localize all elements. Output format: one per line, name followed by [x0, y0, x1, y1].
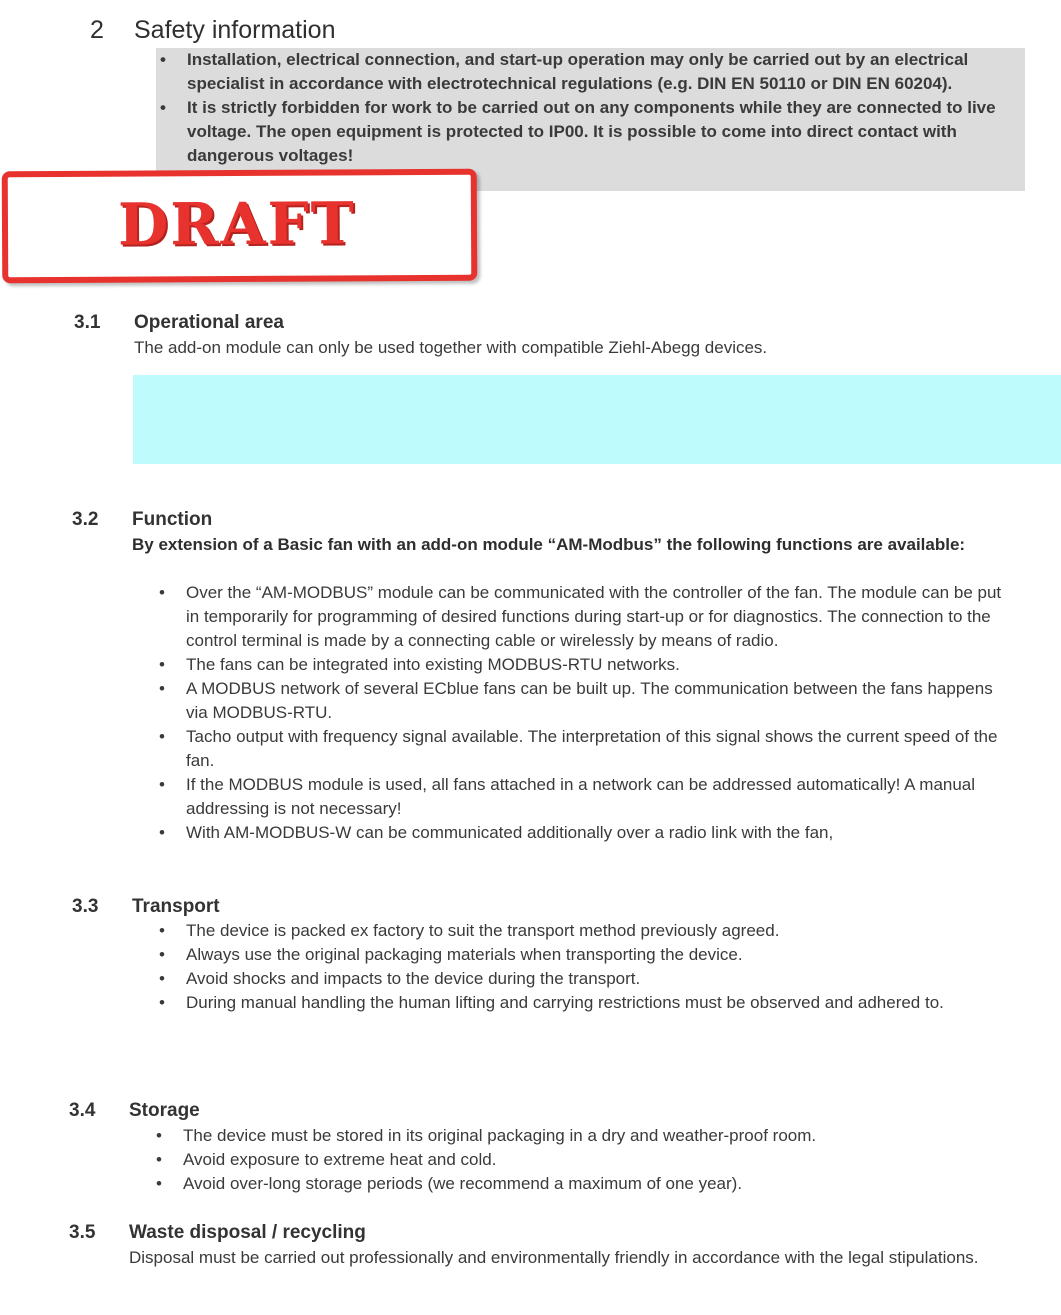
- list-item: • If the MODBUS module is used, all fans attached in a network can be addressed automatically! A manual addressing is not necessary!: [159, 775, 976, 818]
- list-item: • Tacho output with frequency signal available. The interpretation of this signal shows the current speed of the fan.: [159, 727, 998, 770]
- bullet-icon: •: [159, 969, 165, 988]
- safety-item: • It is strictly forbidden for work to be carried out on any components while they are connected to live voltage. The open equipment is protected to IP00. It is possible to come into direct contact with dangerous voltages!: [160, 98, 996, 165]
- draft-stamp-text: DRAFT: [117, 189, 357, 259]
- bullet-icon: •: [159, 583, 165, 602]
- list-item: • Over the “AM-MODBUS” module can be communicated with the controller of the fan. The module can be put in temporarily for programming of desired functions during start-up or for diagnostics. The connection to the control terminal is made by a connecting cable or wirelessly by means of radio.: [159, 583, 1002, 650]
- section-3-4-number: 3.4: [69, 1100, 96, 1121]
- bullet-icon: •: [156, 1126, 162, 1145]
- section-3-2-intro: By extension of a Basic fan with an add-on module “AM-Modbus” the following functions are available:: [132, 535, 966, 554]
- section-2-number: 2: [90, 16, 104, 44]
- list-item: • During manual handling the human lifting and carrying restrictions must be observed and adhered to.: [159, 991, 979, 1015]
- section-3-2-number: 3.2: [72, 509, 99, 530]
- storage-list: [156, 1124, 1016, 1196]
- section-2-heading: [90, 16, 336, 45]
- bullet-icon: •: [159, 993, 165, 1012]
- bullet-icon: •: [159, 775, 165, 794]
- section-3-5-number: 3.5: [69, 1222, 96, 1243]
- section-3-3-number: 3.3: [72, 896, 99, 917]
- section-2-title: Safety information: [134, 16, 336, 44]
- draft-stamp: [2, 169, 478, 283]
- section-3-3-title: Transport: [132, 896, 220, 917]
- list-item: • The device is packed ex factory to suit the transport method previously agreed.: [159, 919, 979, 943]
- function-list: [159, 581, 1014, 845]
- section-3-1-text: The add-on module can only be used together with compatible Ziehl-Abegg devices.: [134, 338, 768, 357]
- safety-list: [160, 48, 1020, 168]
- bullet-icon: •: [159, 655, 165, 674]
- list-item: • With AM-MODBUS-W can be communicated additionally over a radio link with the fan,: [159, 821, 1014, 845]
- bullet-icon: •: [156, 1174, 162, 1193]
- list-item: • Avoid exposure to extreme heat and cold.: [156, 1148, 1016, 1172]
- list-item: • The fans can be integrated into existing MODBUS-RTU networks.: [159, 653, 1014, 677]
- bullet-icon: •: [159, 945, 165, 964]
- bullet-icon: •: [159, 823, 165, 842]
- bullet-icon: •: [159, 679, 165, 698]
- section-3-5-text: Disposal must be carried out professionally and environmentally friendly in accordance with the legal stipulations.: [129, 1248, 979, 1267]
- bullet-icon: •: [160, 50, 166, 69]
- bullet-icon: •: [159, 727, 165, 746]
- list-item: • Always use the original packaging materials when transporting the device.: [159, 943, 979, 967]
- list-item: • A MODBUS network of several ECblue fans can be built up. The communication between the fans happens via MODBUS-RTU.: [159, 679, 993, 722]
- highlight-box: [133, 375, 1061, 464]
- bullet-icon: •: [160, 98, 166, 117]
- bullet-icon: •: [159, 921, 165, 940]
- section-3-1-number: 3.1: [74, 312, 101, 333]
- list-item: • Avoid shocks and impacts to the device during the transport.: [159, 967, 979, 991]
- transport-list: [159, 919, 979, 1015]
- bullet-icon: •: [156, 1150, 162, 1169]
- safety-item: • Installation, electrical connection, and start-up operation may only be carried out by an electrical specialist in accordance with electrotechnical regulations (e.g. DIN EN 50110 or DIN EN 60204).: [160, 50, 969, 93]
- section-3-1-title: Operational area: [134, 312, 284, 333]
- section-3-5-title: Waste disposal / recycling: [129, 1222, 366, 1243]
- list-item: • Avoid over-long storage periods (we recommend a maximum of one year).: [156, 1172, 1016, 1196]
- section-3-2-title: Function: [132, 509, 213, 530]
- section-3-4-title: Storage: [129, 1100, 200, 1121]
- list-item: • The device must be stored in its original packaging in a dry and weather-proof room.: [156, 1124, 1016, 1148]
